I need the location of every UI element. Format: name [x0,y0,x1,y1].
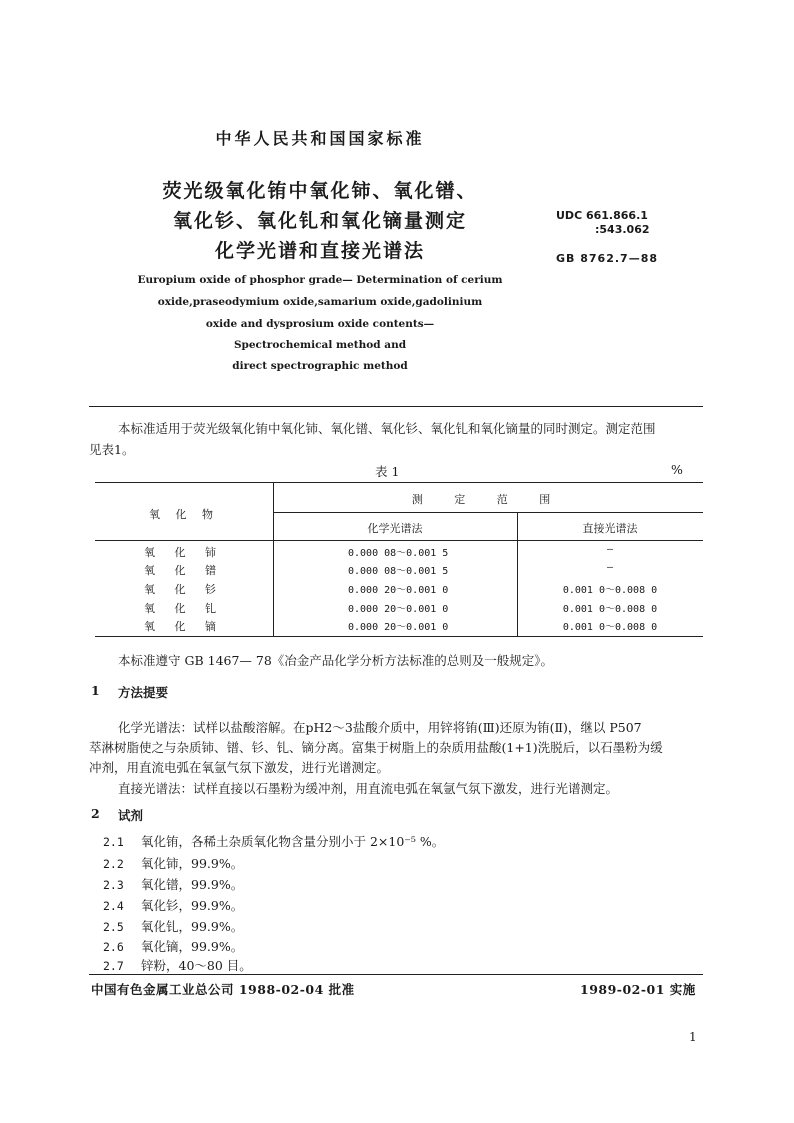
reagent-item [103,832,444,850]
standard-type-header: 中华人民共和国国家标准 [215,129,425,148]
reagent-item [103,937,243,955]
reagent-text: 锌粉，40～80 目。 [141,958,252,973]
page-number: 1 [689,1030,697,1044]
table-cell-chem-range: 0.000 08～0.001 5 [348,566,449,577]
reagent-number: 2.5 [103,920,124,934]
table-cell-direct-range: 0.001 0～0.008 0 [562,585,658,596]
section-1-title: 方法提要 [118,685,169,700]
reagent-number: 2.2 [103,857,124,871]
reagent-item [103,875,243,893]
table-subheader-border [273,512,703,513]
udc-code-line-1: UDC 661.866.1 [556,209,648,222]
table-cell-direct-range: 0.001 0～0.008 0 [562,604,658,615]
reagent-number: 2.4 [103,899,124,913]
table-cell-oxide: 氧 化 铈 [144,546,224,559]
reagent-item [103,854,243,872]
scope-text-line-1: 本标准适用于荧光级氧化铕中氧化铈、氧化镨、氧化钐、氧化钆和氧化镝量的同时测定。测定范围 [118,421,656,436]
reagent-item [103,896,243,914]
reagent-number: 2.7 [103,959,124,973]
scope-text-line-2: 见表1。 [89,442,135,457]
table-cell-oxide: 氧 化 钐 [144,583,224,596]
title-line-2: 氧化钐、氧化钆和氧化镝量测定 [172,210,467,232]
table-header-oxide: 氧 化 物 [149,508,219,521]
udc-code-line-2: :543.062 [595,223,650,236]
method-summary-line-1: 化学光谱法：试样以盐酸溶解。在pH2～3盐酸介质中，用锌将铕(Ⅲ)还原为铕(Ⅱ)，继以 P507 [118,720,642,735]
reagent-text: 氧化铈，99.9%。 [141,856,244,871]
table-cell-oxide: 氧 化 镝 [144,620,224,633]
reference-standard-text: 本标准遵守 GB 1467— 78《冶金产品化学分析方法标准的总则及一般规定》。 [118,653,554,668]
reagent-number: 2.6 [103,940,124,954]
reagent-text: 氧化镨，99.9%。 [141,877,244,892]
table-caption: 表 1 [375,464,400,479]
table-row [95,600,703,619]
effective-date: 1989-02-01 实施 [580,982,696,997]
title-line-3: 化学光谱和直接光谱法 [214,240,425,262]
table-header-bottom-border [95,540,703,541]
table-row [95,544,703,563]
english-title-line-3: oxide and dysprosium oxide contents— [205,318,435,330]
reagent-number: 2.3 [103,878,124,892]
title-line-1: 荧光级氧化铕中氧化铈、氧化镨、 [162,180,478,202]
table-cell-direct-range: — [606,544,614,555]
section-1-number: 1 [91,683,100,698]
reagent-item [103,956,252,974]
table-cell-chem-range: 0.000 20～0.001 0 [348,604,449,615]
table-cell-chem-range: 0.000 20～0.001 0 [348,585,449,596]
issued-by-date: 中国有色金属工业总公司 1988-02-04 批准 [91,982,355,997]
reagent-text: 氧化铕，各稀土杂质氧化物含量分别小于 2×10⁻⁵ %。 [141,834,445,849]
table-cell-direct-range: 0.001 0～0.008 0 [562,622,658,633]
english-title-line-1: Europium oxide of phosphor grade— Determination of cerium [137,274,503,286]
gb-standard-code: GB 8762.7—88 [556,252,658,265]
table-cell-direct-range: — [606,562,614,573]
footer-divider [89,974,703,975]
determination-range-table [95,482,703,637]
english-title-line-4: Spectrochemical method and [233,339,407,351]
method-summary-line-2: 萃淋树脂使之与杂质铈、镨、钐、钆、镝分离。富集于树脂上的杂质用盐酸(1+1)洗脱后，以石墨粉为缓 [89,740,663,755]
table-top-border [95,482,703,483]
section-2-title: 试剂 [118,808,144,823]
english-title-line-5: direct spectrographic method [232,360,408,372]
reagent-text: 氧化钐，99.9%。 [141,898,244,913]
method-summary-line-4: 直接光谱法：试样直接以石墨粉为缓冲剂，用直流电弧在氧氩气氛下激发，进行光谱测定。 [118,781,619,796]
header-divider [89,406,703,407]
table-unit: % [671,462,683,477]
table-cell-chem-range: 0.000 20～0.001 0 [348,622,449,633]
table-cell-chem-range: 0.000 08～0.001 5 [348,548,449,559]
table-row [95,581,703,600]
reagent-text: 氧化钆，99.9%。 [141,919,244,934]
table-header-chemical-method: 化学光谱法 [367,522,423,535]
table-row [95,562,703,581]
reagent-item [103,917,243,935]
method-summary-line-3: 冲剂，用直流电弧在氧氩气氛下激发，进行光谱测定。 [89,760,390,775]
table-cell-oxide: 氧 化 镨 [144,564,224,577]
reagent-text: 氧化镝，99.9%。 [141,939,244,954]
table-row [95,618,703,637]
english-title-line-2: oxide,praseodymium oxide,samarium oxide,gadolinium [157,296,483,308]
reagent-number: 2.1 [103,835,124,849]
section-2-number: 2 [91,806,100,821]
table-header-direct-method: 直接光谱法 [582,522,638,535]
table-header-range: 测 定 范 围 [411,493,565,506]
table-cell-oxide: 氧 化 钆 [144,602,224,615]
